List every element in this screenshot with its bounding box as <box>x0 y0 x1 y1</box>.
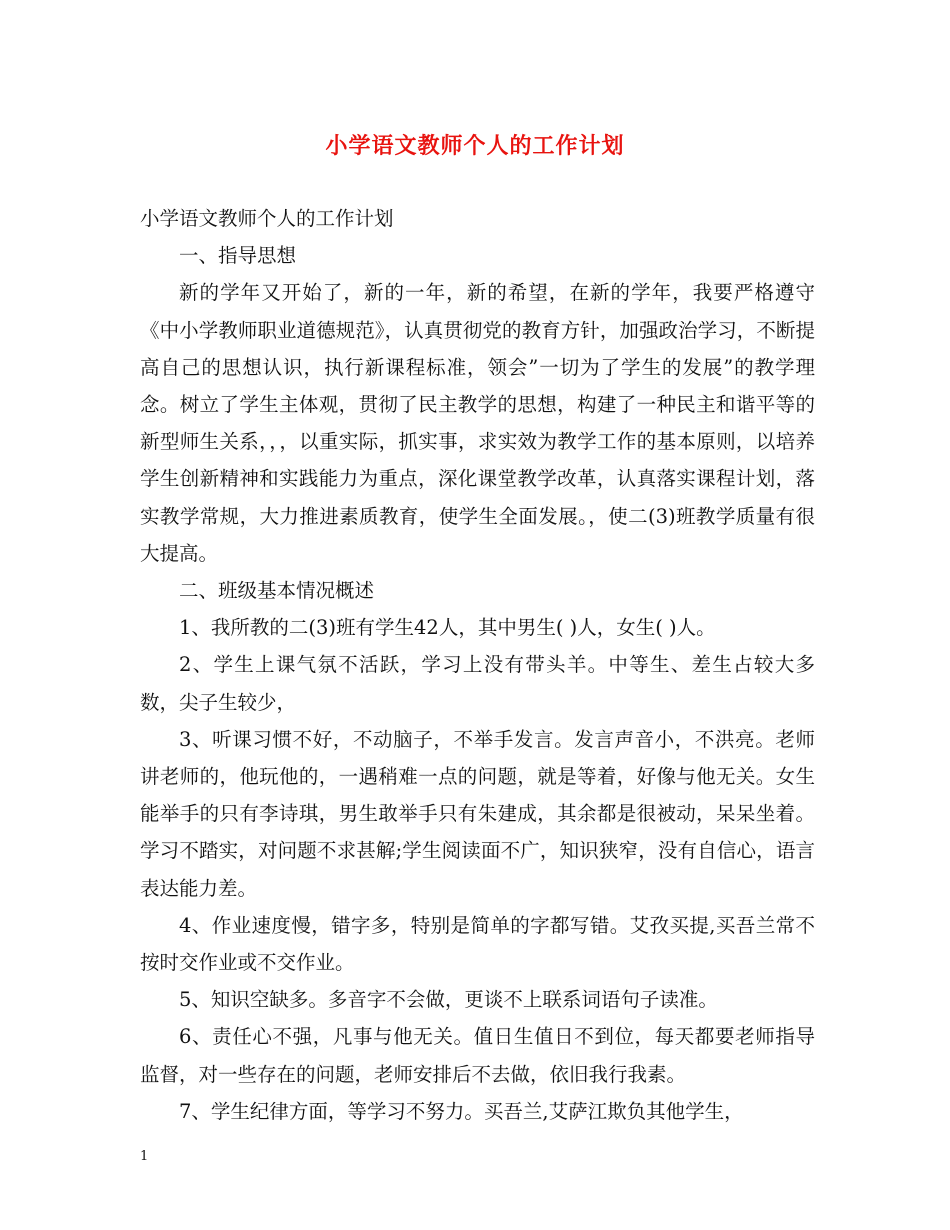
paragraph-guiding-ideology: 新的学年又开始了，新的一年，新的希望，在新的学年，我要严格遵守《中小学教师职业道德规范》，认真贯彻党的教育方针，加强政治学习，不断提高自己的思想认识，执行新课程标准，领会”一切为了学生的发展”的教学理念。树立了学生主体观，贯彻了民主教学的思想，构建了一种民主和谐平等的新型师生关系，，，以重实际，抓实事，求实效为教学工作的基本原则，以培养学生创新精神和实践能力为重点，深化课堂教学改革，认真落实课程计划，落实教学常规，大力推进素质教育，使学生全面发展。，使二(3)班教学质量有很大提高。 <box>140 281 815 565</box>
list-item-6: 6、责任心不强，凡事与他无关。值日生值日不到位，每天都要老师指导监督，对一些存在的问题，老师安排后不去做，依旧我行我素。 <box>140 1025 815 1086</box>
page-number: 1 <box>140 1149 149 1164</box>
section-heading-guiding-ideology: 一、指导思想 <box>179 244 297 268</box>
document-title: 小学语文教师个人的工作计划 <box>325 133 625 159</box>
list-item-5: 5、知识空缺多。多音字不会做，更谈不上联系词语句子读准。 <box>179 988 718 1012</box>
list-item-1: 1、我所教的二(3)班有学生42人，其中男生( )人，女生( )人。 <box>179 616 716 640</box>
list-item-2: 2、学生上课气氛不活跃，学习上没有带头羊。中等生、差生占较大多数，尖子生较少， <box>140 653 815 714</box>
list-item-4: 4、作业速度慢，错字多，特别是简单的字都写错。艾孜买提,买吾兰常不按时交作业或不交作业。 <box>140 913 815 975</box>
paragraph-heading-repeat: 小学语文教师个人的工作计划 <box>140 207 394 230</box>
document-body <box>140 200 815 1130</box>
section-heading-class-overview: 二、班级基本情况概述 <box>179 579 375 603</box>
list-item-7: 7、学生纪律方面，等学习不努力。买吾兰,艾萨江欺负其他学生， <box>179 1099 744 1123</box>
list-item-3: 3、听课习惯不好，不动脑子，不举手发言。发言声音小，不洪亮。老师讲老师的，他玩他的，一遇稍难一点的问题，就是等着，好像与他无关。女生能举手的只有李诗琪，男生敢举手只有朱建成，其余都是很被动，呆呆坐着。学习不踏实，对问题不求甚解;学生阅读面不广，知识狭窄，没有自信心，语言表达能力差。 <box>140 727 815 900</box>
